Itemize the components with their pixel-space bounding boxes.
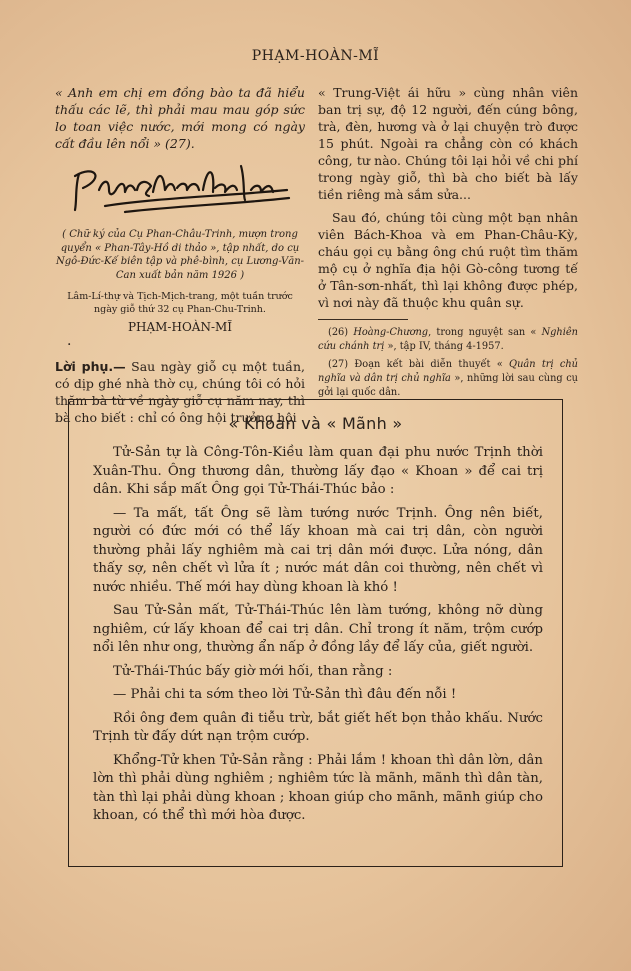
footnote-27-prefix: (27) Đoạn kết bài diễn thuyết «: [328, 359, 510, 370]
signature-caption: ( Chữ ký của Cụ Phan-Châu-Trinh, mượn trong quyển « Phan-Tây-Hồ di thảo », tập nhất, do cụ Ngô-Đức-Kế biên tập và phê-bình, cụ Lương-Văn-Can xuất bản năm 1926 ): [55, 229, 305, 281]
footnote-26-number: (26): [328, 327, 354, 338]
footnote-27-end: », những lời sau cùng cụ gởi lại quốc dân.: [318, 373, 578, 398]
footnote-27: [318, 358, 578, 400]
footnote-27-title: Quân trị chủ nghĩa và dân trị chủ nghĩa: [318, 359, 578, 384]
left-column: [55, 84, 305, 426]
afterword-label: Lời phụ.—: [55, 359, 126, 374]
closing-quote: « Anh em chị em đồng bào ta đã hiểu thấu các lẽ, thì phải mau mau góp sức lo toan việc nước, mới mong có ngày cất đầu lên nổi » (27).: [55, 85, 305, 151]
signature: [55, 160, 305, 220]
story-paragraph: — Phải chi ta sớm theo lời Tử-Sản thì đâu đến nỗi !: [113, 687, 457, 702]
footnote-26-mid: , trong nguyệt san «: [428, 327, 542, 338]
footnote-26-journal: Nghiên cứu chánh trị: [318, 327, 578, 352]
signature-image: [65, 160, 295, 220]
footnote-rule: [318, 319, 408, 320]
separator-dot: ·: [67, 337, 72, 353]
afterword-text: Sau ngày giỗ cụ một tuần, có dịp ghé nhà thờ cụ, chúng tôi có hỏi thăm bà từ về ngày giỗ cụ năm nay, thì bà cho biết : chỉ có ông hội trưởng hội: [55, 359, 305, 425]
story-paragraph: Tử-Sản tự là Công-Tôn-Kiều làm quan đại phu nước Trịnh thời Xuân-Thu. Ông thương dân, thường lấy đạo « Khoan » để cai trị dân. Khi sắp mất Ông gọi Tử-Thái-Thúc bảo :: [93, 445, 543, 497]
story-body: [93, 444, 543, 831]
right-column: [318, 84, 578, 404]
footnote-26-end: », tập IV, tháng 4-1957.: [384, 341, 504, 352]
footnote-26-author: Hoàng-Chương: [353, 327, 429, 338]
story-paragraph: — Ta mất, tất Ông sẽ làm tướng nước Trịnh. Ông nên biết, người có đức mới có thể lấy khoan mà cai trị dân, còn người thường phải lấy nghiêm mà cai trị dân mới được. Lửa nóng, dân thấy sợ, nên chết vì lửa ít ; nước mát dân coi thường, nên chết vì nước nhiều. Thế mới hay dùng khoan là khó !: [93, 505, 543, 595]
story-paragraph: Tử-Thái-Thúc bấy giờ mới hối, than rằng :: [113, 663, 393, 679]
story-paragraph: Rồi ông đem quân đi tiễu trừ, bắt giết hết bọn thảo khấu. Nước Trịnh từ đấy dứt nạn trộm cướp.: [93, 710, 543, 744]
story-paragraph: Khổng-Tử khen Tử-Sản rằng : Phải lắm ! khoan thì dân lờn, dân lờn thì phải dùng nghiêm ; nghiêm tức là mãnh, mãnh thì dân tàn, tàn thì lại phải dùng khoan ; khoan giúp cho mãnh, mãnh giúp cho khoan, có thể thì mới hòa được.: [93, 752, 543, 823]
page-header: PHẠM-HOÀN-MĨ: [251, 48, 380, 64]
story-title: « Khoan và « Mãnh »: [228, 414, 403, 433]
signature-note: Lâm-Lí-thự và Tịch-Mịch-trang, một tuần trước ngày giỗ thứ 32 cụ Phan-Chu-Trinh.: [67, 291, 293, 315]
footnote-26: [318, 326, 578, 354]
author-name: PHẠM-HOÀN-MĨ: [127, 320, 233, 334]
story-box: [68, 399, 563, 867]
story-paragraph: Sau Tử-Sản mất, Tử-Thái-Thúc lên làm tướng, không nỡ dùng nghiêm, cứ lấy khoan để cai trị dân. Chỉ trong ít năm, trộm cướp nổi lên như ong, thường ẩn nấp ở đồng lầy để lấy của, giết người.: [93, 603, 543, 655]
afterword-paragraph-2: Sau đó, chúng tôi cùng một bạn nhân viên Bách-Khoa và em Phan-Châu-Kỳ, cháu gọi cụ bằng ông chú ruột tìm thăm mộ cụ ở nghĩa địa hội Gò-công tương tế ở Tân-sơn-nhất, thì lại không được phép, vì nơi này đã thuộc khu quân sự.: [318, 210, 578, 310]
afterword-continued: « Trung-Việt ái hữu » cùng nhân viên ban trị sự, độ 12 người, đến cúng bông, trà, đèn, hương và ở lại chuyện trò được 15 phút. Ngoài ra chẳng còn có khách công, tư nào. Chúng tôi lại hỏi về chi phí trong ngày giỗ, thì bà cho biết bà lấy tiền riêng mà sắm sửa...: [318, 85, 578, 202]
